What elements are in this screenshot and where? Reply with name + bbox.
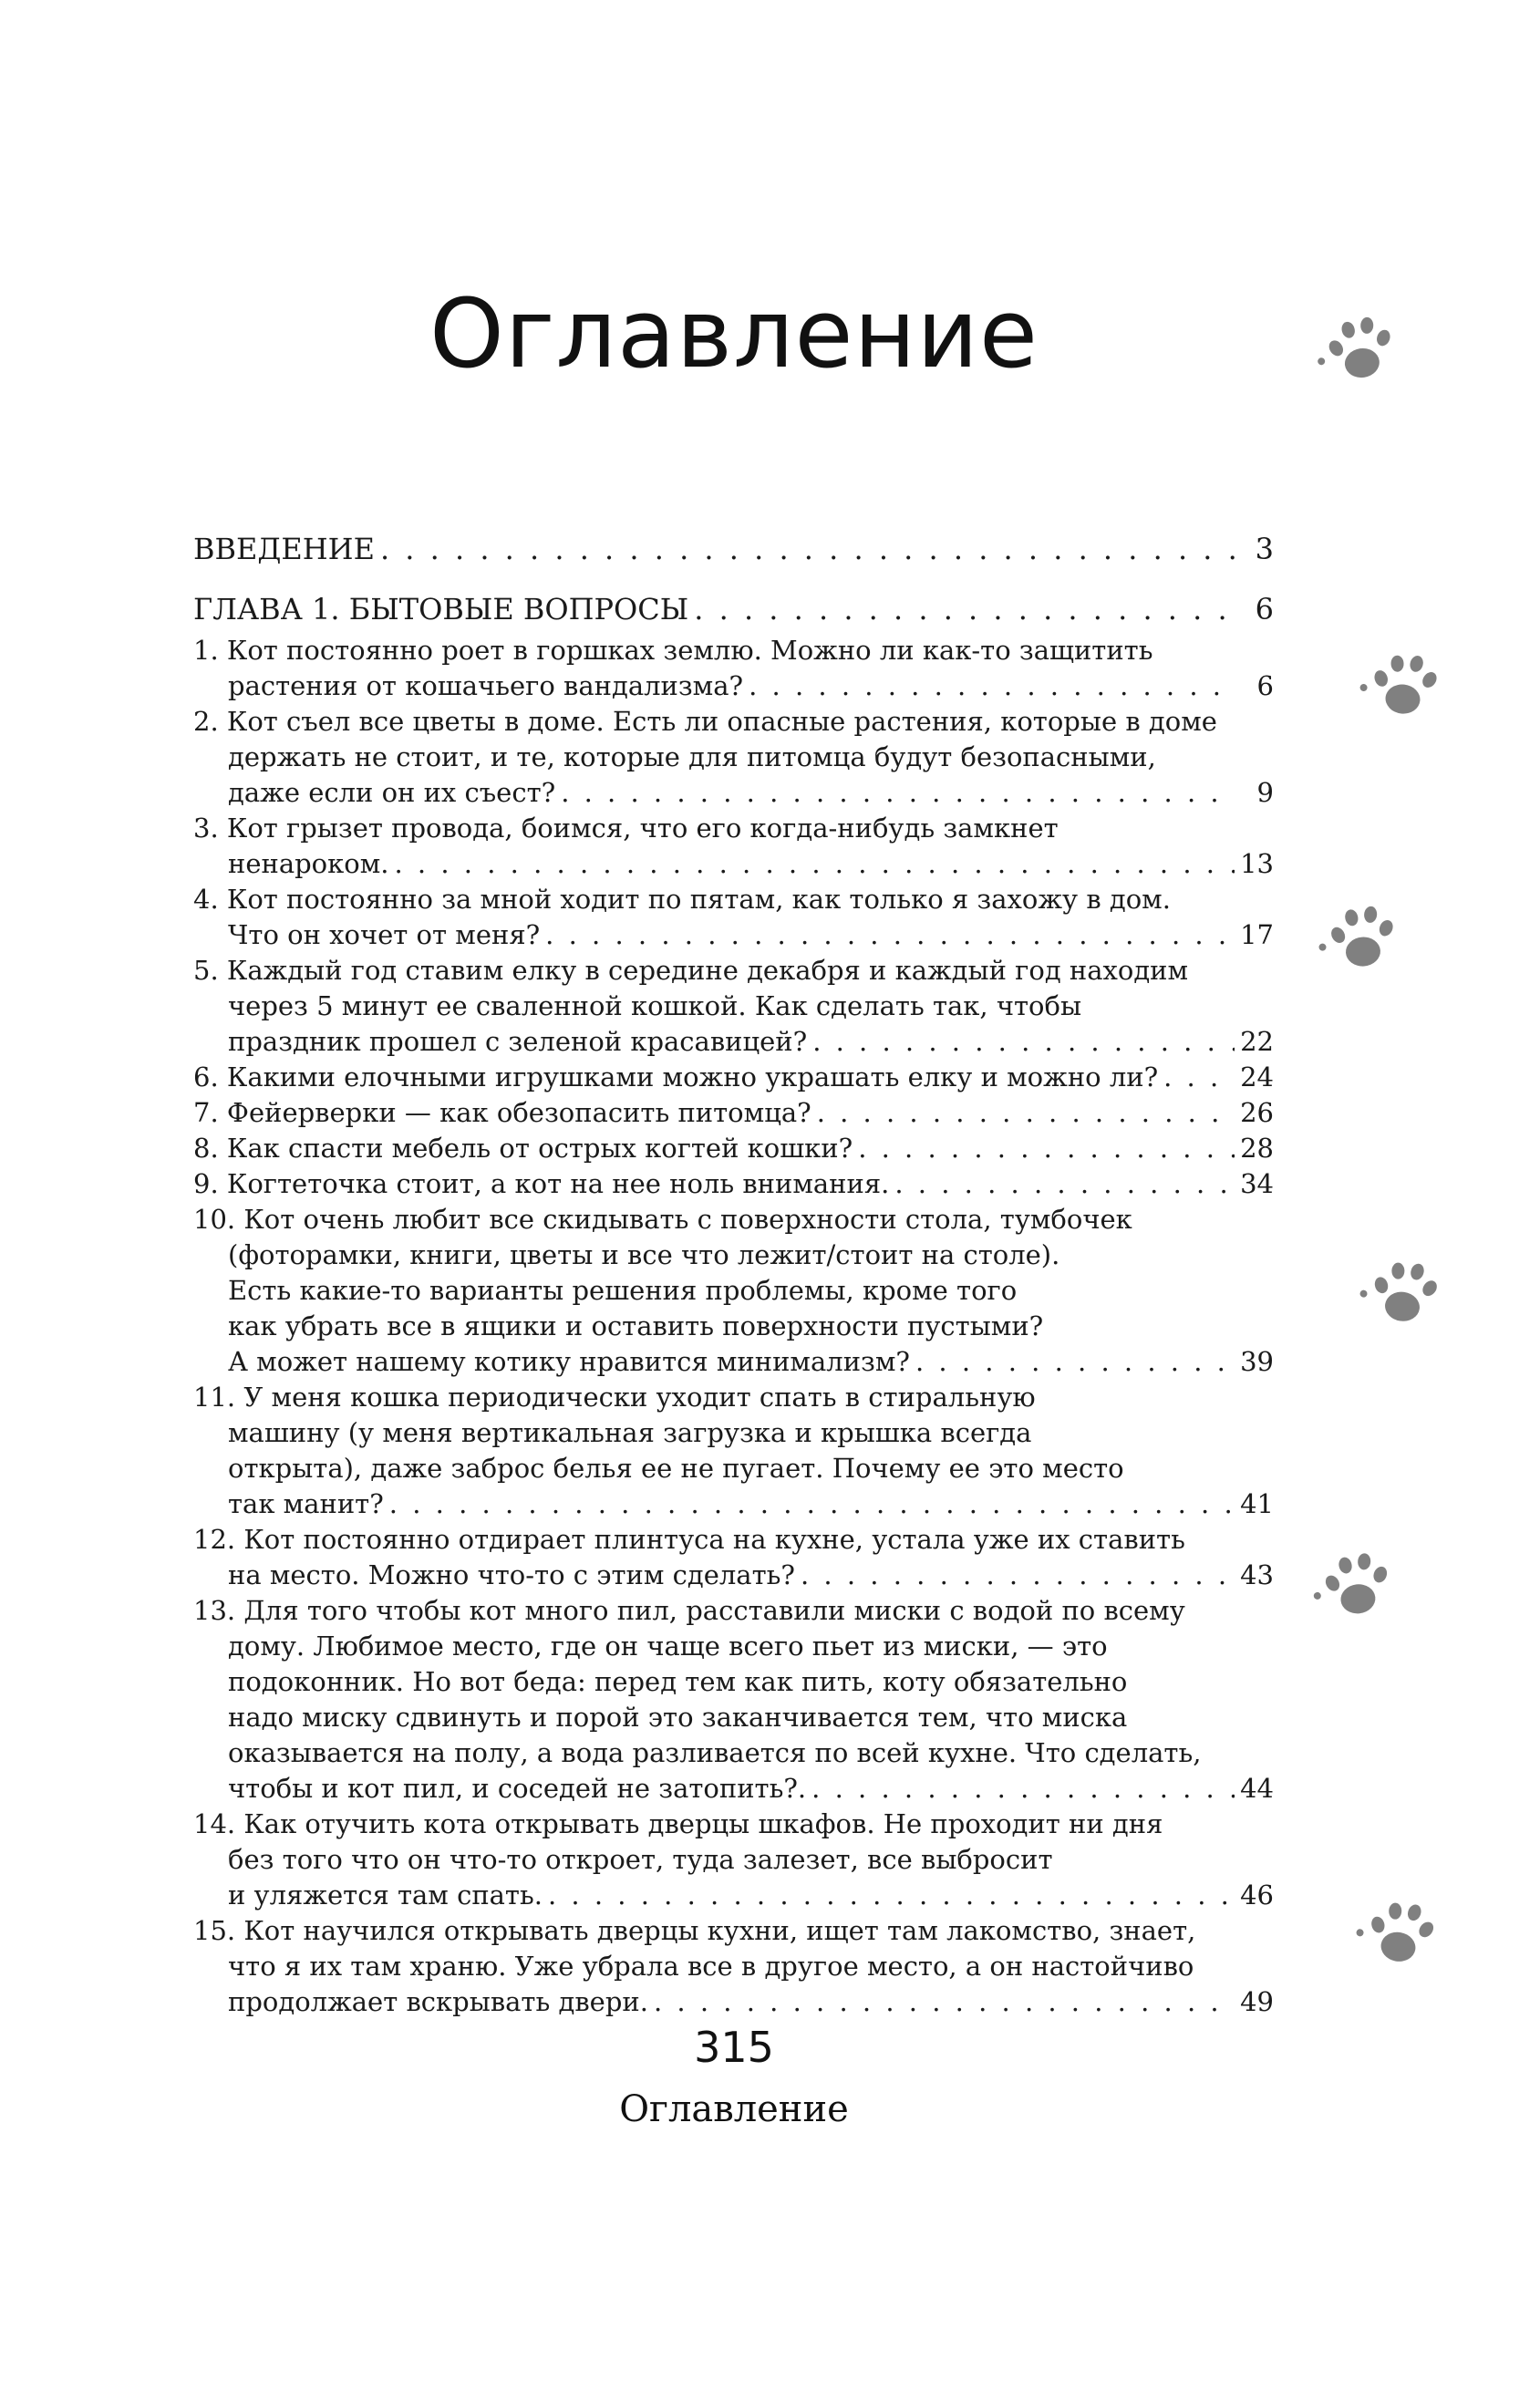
toc-item-page: 6 [1256,670,1274,701]
toc-item-line: машину (у меня вертикальная загрузка и крышка всегда [228,1417,1032,1448]
toc-item[interactable] [193,1807,1274,1913]
toc-item-line: надо миску сдвинуть и порой это заканчивается тем, что миска [228,1702,1128,1733]
paw-print-icon [1348,1890,1442,1977]
leader-dots [915,1344,1235,1380]
toc-item[interactable] [193,1522,1274,1593]
toc-intro-text: ВВЕДЕНИЕ [193,532,375,566]
leader-dots [812,1024,1235,1060]
toc-item-line: 13. Для того чтобы кот много пил, расставили миски с водой по всему [193,1595,1185,1626]
toc-intro[interactable] [193,527,1274,571]
toc-item[interactable] [193,1060,1274,1095]
toc-item-line: (фоторамки, книги, цветы и все что лежит/стоит на столе). [228,1239,1060,1270]
toc-chapter-1[interactable] [193,587,1274,631]
leader-dots [817,1095,1235,1131]
toc-item-page: 44 [1240,1773,1274,1804]
toc-item-line: 11. У меня кошка периодически уходит спать в стиральную [193,1382,1036,1413]
toc-item-line: подоконник. Но вот беда: перед тем как пить, коту обязательно [228,1666,1128,1697]
toc-chapter-page: 6 [1255,592,1274,626]
toc-intro-page: 3 [1255,532,1274,566]
paw-print-icon [1308,309,1401,393]
toc-item-line: праздник прошел с зеленой красавицей? [228,1026,808,1057]
toc-item[interactable] [193,811,1274,882]
toc-item-line: без того что он что-то откроет, туда залезет, все выбросит [228,1844,1053,1875]
toc-item-line: 6. Какими елочными игрушками можно украшать елку и можно ли? [193,1061,1159,1092]
toc-item-page: 49 [1240,1986,1274,2017]
paw-print-icon [1312,900,1400,979]
toc-item-line: 10. Кот очень любит все скидывать с поверхности стола, тумбочек [193,1204,1132,1235]
leader-dots [548,1878,1235,1913]
toc-item-line: А может нашему котику нравится минимализм? [228,1346,910,1377]
leader-dots [1163,1060,1235,1095]
toc-item[interactable] [193,882,1274,953]
toc-item-page: 39 [1240,1346,1274,1377]
toc-item-line: оказывается на полу, а вода разливается по всей кухне. Что сделать, [228,1737,1202,1768]
toc-item-line: и уляжется там спать. [228,1879,543,1910]
leader-dots [380,527,1235,571]
leader-dots [858,1131,1235,1166]
toc-item-line: Есть какие-то варианты решения проблемы, кроме того [228,1275,1018,1306]
toc-item[interactable] [193,633,1274,704]
toc-item-line: 12. Кот постоянно отдирает плинтуса на кухне, устала уже их ставить [193,1524,1185,1555]
toc-item-line: ненароком. [228,848,389,879]
leader-dots [801,1558,1235,1593]
toc-item[interactable] [193,953,1274,1060]
running-footer: Оглавление [619,2088,849,2130]
toc-item-line: 4. Кот постоянно за мной ходит по пятам, как только я захожу в дом. [193,884,1171,915]
table-of-contents [193,527,1274,2020]
toc-item-line: 2. Кот съел все цветы в доме. Есть ли опасные растения, которые в доме [193,706,1217,737]
toc-item-line: продолжает вскрывать двери. [228,1986,648,2017]
toc-item[interactable] [193,1131,1274,1166]
toc-item-line: как убрать все в ящики и оставить поверхности пустыми? [228,1310,1044,1341]
paw-print-icon [1352,1251,1445,1335]
toc-item-line: на место. Можно что-то с этим сделать? [228,1559,795,1590]
leader-dots [389,1486,1235,1522]
toc-item-line: 5. Каждый год ставим елку в середине декабря и каждый год находим [193,955,1189,986]
toc-item-line: 7. Фейерверки — как обезопасить питомца? [193,1097,811,1128]
toc-item-page: 34 [1240,1168,1274,1199]
toc-item-line: держать не стоит, и те, которые для питомца будут безопасными, [228,741,1156,772]
toc-item[interactable] [193,1095,1274,1131]
toc-item-page: 43 [1240,1559,1274,1590]
paw-print-icon [1306,1546,1397,1627]
leader-dots [654,1984,1235,2020]
paw-print-icon [1353,645,1444,726]
toc-item-page: 22 [1240,1026,1274,1057]
toc-item-line: даже если он их съест? [228,777,556,808]
toc-item-page: 28 [1240,1133,1274,1164]
toc-item-line: 15. Кот научился открывать дверцы кухни, ищет там лакомство, знает, [193,1915,1196,1946]
leader-dots [749,668,1235,704]
toc-item-line: через 5 минут ее сваленной кошкой. Как сделать так, чтобы [228,990,1082,1021]
toc-item-line: растения от кошачьего вандализма? [228,670,744,701]
toc-item[interactable] [193,1202,1274,1380]
toc-item-page: 17 [1240,919,1274,950]
leader-dots [545,917,1235,953]
leader-dots [694,587,1235,631]
toc-item-line: так манит? [228,1488,384,1519]
toc-item-page: 46 [1240,1879,1274,1910]
leader-dots [561,775,1235,811]
toc-item-page: 9 [1256,777,1274,808]
page-title: Оглавление [429,278,1039,389]
leader-dots [395,846,1235,882]
toc-item[interactable] [193,704,1274,811]
toc-item-page: 41 [1240,1488,1274,1519]
toc-item-page: 13 [1240,848,1274,879]
toc-chapter-text: ГЛАВА 1. БЫТОВЫЕ ВОПРОСЫ [193,592,689,626]
toc-item-line: 1. Кот постоянно роет в горшках землю. Можно ли как-то защитить [193,635,1153,666]
toc-item-line: 9. Когтеточка стоит, а кот на нее ноль внимания. [193,1168,890,1199]
page-number: 315 [694,2023,774,2072]
toc-item[interactable] [193,1166,1274,1202]
toc-item-line: дому. Любимое место, где он чаще всего пьет из миски, — это [228,1631,1108,1662]
toc-item-line: открыта), даже заброс белья ее не пугает. Почему ее это место [228,1453,1124,1484]
toc-item[interactable] [193,1593,1274,1807]
toc-item-page: 24 [1240,1061,1274,1092]
toc-item-line: 8. Как спасти мебель от острых когтей кошки? [193,1133,853,1164]
toc-item[interactable] [193,1913,1274,2020]
leader-dots [894,1166,1235,1202]
toc-item-line: что я их там храню. Уже убрала все в другое место, а он настойчиво [228,1951,1194,1982]
toc-item-line: чтобы и кот пил, и соседей не затопить?. [228,1773,807,1804]
toc-item-line: Что он хочет от меня? [228,919,541,950]
toc-item-line: 14. Как отучить кота открывать дверцы шкафов. Не проходит ни дня [193,1808,1163,1839]
toc-item[interactable] [193,1380,1274,1522]
leader-dots [811,1771,1235,1807]
toc-item-line: 3. Кот грызет провода, боимся, что его когда-нибудь замкнет [193,813,1059,844]
toc-item-page: 26 [1240,1097,1274,1128]
